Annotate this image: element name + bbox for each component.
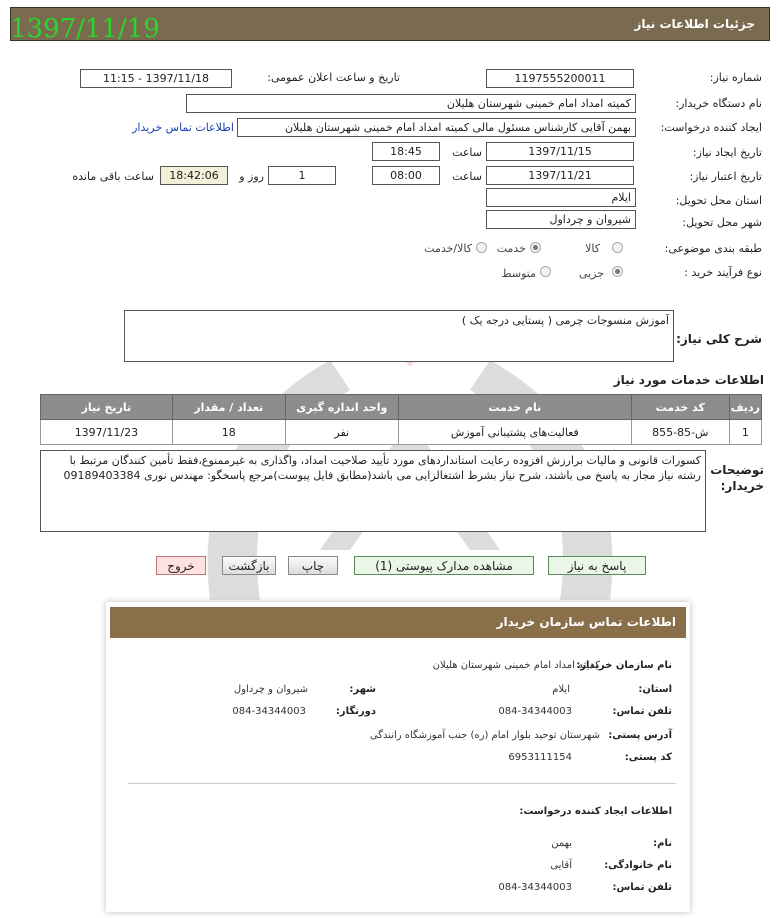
card-phone-value: 084-34344003 bbox=[498, 706, 572, 717]
remaining-label: ساعت باقی مانده bbox=[72, 170, 154, 183]
remaining-time-field: 18:42:06 bbox=[160, 166, 228, 185]
valid-time-field: 08:00 bbox=[372, 166, 440, 185]
card-province-label: استان: bbox=[638, 684, 672, 695]
cell-code: ش-85-855 bbox=[631, 420, 729, 445]
org-label: نام سازمان خریدار: bbox=[576, 660, 672, 671]
address-label: آدرس پستی: bbox=[608, 730, 672, 741]
cell-name: فعالیت‌های پشتیبانی آموزش bbox=[398, 420, 631, 445]
card-city-value: شیروان و چرداول bbox=[233, 684, 308, 695]
col-qty: تعداد / مقدار bbox=[172, 395, 285, 420]
valid-date-label: تاریخ اعتبار نیاز: bbox=[689, 170, 762, 183]
card-phone-label: تلفن تماس: bbox=[612, 706, 672, 717]
card-fax-label: دورنگار: bbox=[335, 706, 376, 717]
announce-label: تاریخ و ساعت اعلان عمومی: bbox=[267, 71, 400, 84]
exit-button[interactable]: خروج bbox=[156, 556, 206, 575]
services-table bbox=[40, 394, 762, 445]
category-label: طبقه بندی موضوعی: bbox=[664, 242, 762, 255]
need-number-field: 1197555200011 bbox=[486, 69, 634, 88]
org-value: کمیته امداد امام خمینی شهرستان هلیلان bbox=[432, 660, 600, 671]
creator-name-label: نام: bbox=[653, 838, 672, 849]
cell-date: 1397/11/23 bbox=[41, 420, 173, 445]
proc-medium-label: متوسط bbox=[501, 267, 536, 280]
reply-button[interactable]: پاسخ به نیاز bbox=[548, 556, 646, 575]
contact-card bbox=[106, 602, 690, 912]
city-label: شهر محل تحویل: bbox=[682, 216, 762, 229]
announce-field: 1397/11/18 - 11:15 bbox=[80, 69, 232, 88]
back-button[interactable]: بازگشت bbox=[222, 556, 276, 575]
col-date: تاریخ نیاز bbox=[41, 395, 173, 420]
services-title: اطلاعات خدمات مورد نیاز bbox=[613, 373, 764, 387]
col-code: کد خدمت bbox=[631, 395, 729, 420]
col-name: نام خدمت bbox=[398, 395, 631, 420]
card-province-value: ایلام bbox=[552, 684, 570, 695]
print-button[interactable]: چاپ bbox=[288, 556, 338, 575]
creator-family-value: آقایی bbox=[550, 860, 572, 871]
card-divider bbox=[128, 783, 676, 784]
contact-card-header bbox=[110, 607, 686, 638]
buyer-notes-label: توضیحات خریدار: bbox=[710, 463, 764, 493]
cell-unit: نفر bbox=[285, 420, 398, 445]
province-label: استان محل تحویل: bbox=[675, 194, 762, 207]
page-title: جزئیات اطلاعات نیاز bbox=[634, 17, 755, 31]
creator-label: ایجاد کننده درخواست: bbox=[660, 121, 762, 134]
valid-time-label: ساعت bbox=[452, 170, 482, 183]
buyer-org-label: نام دستگاه خریدار: bbox=[675, 97, 762, 110]
days-label: روز و bbox=[239, 170, 264, 183]
card-city-label: شهر: bbox=[349, 684, 376, 695]
cat-goods-radio[interactable] bbox=[612, 242, 623, 253]
cat-goods-label: کالا bbox=[585, 242, 600, 255]
valid-date-field: 1397/11/21 bbox=[486, 166, 634, 185]
cell-qty: 18 bbox=[172, 420, 285, 445]
creator-field: بهمن آقایی کارشناس مسئول مالی کمیته امداد امام خمینی شهرستان هلیلان bbox=[237, 118, 636, 137]
summary-textarea[interactable]: آموزش منسوجات چرمی ( پستایی درجه یک ) bbox=[124, 310, 674, 362]
proc-partial-label: جزیی bbox=[578, 267, 604, 280]
proc-partial-radio[interactable] bbox=[612, 266, 623, 277]
process-label: نوع فرآیند خرید : bbox=[684, 266, 762, 279]
creator-phone-label: تلفن تماس: bbox=[612, 882, 672, 893]
postal-label: کد پستی: bbox=[624, 752, 672, 763]
cat-both-label: کالا/خدمت bbox=[424, 242, 472, 255]
col-row: ردیف bbox=[729, 395, 761, 420]
col-unit: واحد اندازه گیری bbox=[285, 395, 398, 420]
create-date-field: 1397/11/15 bbox=[486, 142, 634, 161]
create-date-label: تاریخ ایجاد نیاز: bbox=[692, 146, 762, 159]
postal-value: 6953111154 bbox=[508, 752, 572, 763]
city-field: شیروان و چرداول bbox=[486, 210, 636, 229]
contact-card-title: اطلاعات تماس سازمان خریدار bbox=[496, 615, 676, 629]
card-fax-value: 084-34344003 bbox=[232, 706, 306, 717]
table-row bbox=[41, 420, 762, 445]
buyer-contact-link[interactable]: اطلاعات تماس خریدار bbox=[132, 121, 234, 134]
buyer-notes-textarea[interactable]: کسورات قانونی و مالیات برارزش افزوده رعایت استانداردهای مورد تأیید صلاحیت امداد، واگذاری به غیرممنوع،فقط تأمین کنندگان مرتبط با رشته نیاز مجاز به پاسخ می باشند، شرح نیاز بشرط اشتغالزایی می باشد(مطابق فایل پیوست)مرجع پاسخگو: مهندس نوری 09189403384 bbox=[40, 450, 706, 532]
proc-medium-radio[interactable] bbox=[540, 266, 551, 277]
cat-both-radio[interactable] bbox=[476, 242, 487, 253]
creator-name-value: بهمن bbox=[551, 838, 572, 849]
province-field: ایلام bbox=[486, 188, 636, 207]
buyer-org-field: کمیته امداد امام خمینی شهرستان هلیلان bbox=[186, 94, 636, 113]
creator-info-title: اطلاعات ایجاد کننده درخواست: bbox=[519, 806, 672, 817]
create-time-label: ساعت bbox=[452, 146, 482, 159]
address-value: شهرستان توحید بلوار امام (ره) جنب آموزشگاه رانندگی bbox=[369, 730, 600, 741]
days-remaining-field: 1 bbox=[268, 166, 336, 185]
create-time-field: 18:45 bbox=[372, 142, 440, 161]
date-stamp: 1397/11/19 bbox=[10, 14, 160, 44]
need-number-label: شماره نیاز: bbox=[709, 71, 762, 84]
summary-label: شرح کلی نیاز: bbox=[676, 332, 762, 346]
creator-family-label: نام خانوادگی: bbox=[604, 860, 672, 871]
cat-service-label: خدمت bbox=[496, 242, 526, 255]
creator-phone-value: 084-34344003 bbox=[498, 882, 572, 893]
cell-row: 1 bbox=[729, 420, 761, 445]
attachments-button[interactable]: مشاهده مدارک پیوستی (1) bbox=[354, 556, 534, 575]
services-header-row bbox=[41, 395, 762, 420]
cat-service-radio[interactable] bbox=[530, 242, 541, 253]
